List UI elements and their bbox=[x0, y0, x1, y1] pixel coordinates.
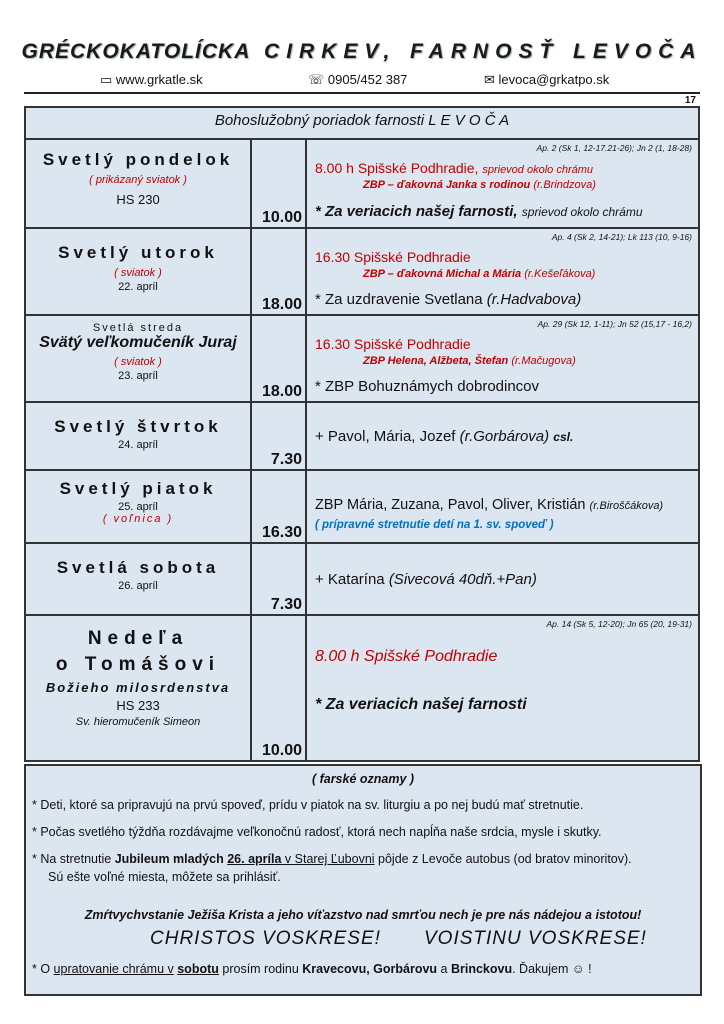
service-intention: * ZBP Bohuznámych dobrodincov bbox=[315, 378, 540, 395]
service-time: 7.30 bbox=[251, 543, 306, 615]
text: * Na stretnutie bbox=[32, 852, 115, 866]
phone-number: 0905/452 387 bbox=[327, 72, 408, 87]
day-cell bbox=[25, 470, 251, 543]
schedule-row bbox=[25, 543, 699, 615]
reading-reference: Ap. 14 (Sk 5, 12-20); Jn 65 (20, 19-31) bbox=[546, 619, 692, 629]
service-intention: * Za veriacich našej farnosti bbox=[315, 696, 527, 713]
day-feast: ( sviatok ) bbox=[114, 267, 162, 279]
parish-announcements bbox=[24, 764, 702, 996]
text: sobotu bbox=[177, 962, 219, 976]
service-note: sprievod okolo chrámu bbox=[482, 164, 594, 176]
text: upratovanie chrámu v bbox=[53, 962, 174, 976]
day-cell bbox=[25, 139, 251, 228]
title-part: CIRKEV, bbox=[264, 40, 397, 63]
phone-contact bbox=[308, 72, 407, 88]
phone-icon: ☏ bbox=[308, 72, 325, 87]
service-family: (r.Hadvabova) bbox=[486, 291, 582, 308]
schedule-row bbox=[25, 470, 699, 543]
service-intention: ZBP – ďakovná Michal a Mária bbox=[363, 268, 522, 280]
schedule-row bbox=[25, 615, 699, 761]
day-cell bbox=[25, 543, 251, 615]
page-number: 17 bbox=[684, 95, 696, 106]
web-contact bbox=[100, 72, 203, 88]
service-line: 8.00 h Spišské Podhradie bbox=[315, 648, 498, 665]
day-name: Nedeľa bbox=[87, 628, 189, 649]
event-name: Jubileum mladých bbox=[114, 852, 224, 866]
service-cell bbox=[306, 615, 699, 761]
day-date: 25. apríl bbox=[118, 501, 158, 513]
service-family: (Sivecová 40dň.+Pan) bbox=[388, 570, 537, 588]
family-names: Kravecovu, Gorbárovu bbox=[302, 962, 438, 976]
voistinu-voskrese: VOISTINU VOSKRESE! bbox=[424, 928, 647, 949]
day-date: 23. apríl bbox=[118, 370, 158, 382]
service-language: csl. bbox=[553, 429, 574, 444]
service-cell bbox=[306, 402, 699, 470]
service-note: ( prípravné stretnutie detí na 1. sv. spoveď ) bbox=[315, 519, 554, 531]
text: pôjde z Levoče autobus (od bratov minoritov). bbox=[374, 852, 632, 866]
day-date: 26. apríl bbox=[118, 580, 158, 592]
service-note: sprievod okolo chrámu bbox=[521, 205, 643, 219]
event-date: 26. apríla bbox=[227, 852, 282, 866]
day-cell bbox=[25, 402, 251, 470]
event-place: v Starej Ľubovni bbox=[281, 852, 375, 866]
title-part: GRÉCKOKATOLÍCKA bbox=[21, 40, 251, 63]
service-cell bbox=[306, 470, 699, 543]
service-intention: ZBP Mária, Zuzana, Pavol, Oliver, Kristián bbox=[315, 497, 586, 513]
service-intention: + Pavol, Mária, Jozef bbox=[315, 427, 456, 445]
day-name: Svetlá streda bbox=[92, 322, 184, 334]
service-intention: * Za uzdravenie Svetlana bbox=[315, 291, 483, 308]
computer-icon: ▭ bbox=[100, 72, 113, 87]
service-cell bbox=[306, 228, 699, 315]
service-family: (r.Brindzova) bbox=[533, 179, 596, 191]
service-intention: * Za veriacich našej farnosti, bbox=[315, 203, 518, 220]
title-part: LEVOČA bbox=[573, 40, 703, 63]
service-time: 18.00 bbox=[251, 228, 306, 315]
text: prosím rodinu bbox=[218, 962, 303, 976]
text: * O bbox=[32, 962, 54, 976]
schedule-row bbox=[25, 402, 699, 470]
schedule-table bbox=[24, 106, 700, 762]
reading-reference: Ap. 29 (Sk 12, 1-11); Jn 52 (15,17 - 16,2) bbox=[537, 319, 692, 329]
parish-title bbox=[0, 40, 724, 64]
day-feast: ( voľnica ) bbox=[102, 513, 174, 525]
announcement-item-cont: Sú ešte voľné miesta, môžete sa prihlásiť. bbox=[48, 870, 281, 884]
day-feast: ( prikázaný sviatok ) bbox=[89, 174, 187, 186]
service-family: (r.Biroščákova) bbox=[589, 500, 664, 512]
day-name: Svetlý pondelok bbox=[42, 150, 234, 169]
service-family: (r.Kešeľákova) bbox=[524, 268, 596, 280]
day-name: Svetlý utorok bbox=[58, 243, 218, 262]
reading-reference: Ap. 4 (Sk 2, 14-21); Lk 113 (10, 9-16) bbox=[551, 232, 692, 242]
schedule-row bbox=[25, 228, 699, 315]
schedule-row bbox=[25, 139, 699, 228]
day-cell bbox=[25, 615, 251, 761]
announcement-item: * Deti, ktoré sa pripravujú na prvú spoveď, prídu v piatok na sv. liturgiu a po nej budú mať stretnutie. bbox=[32, 798, 584, 812]
day-cell bbox=[25, 228, 251, 315]
announcement-item: * Počas svetlého týždňa rozdávajme veľkonočnú radosť, ktorá nech napĺňa naše srdcia, mysle i skutky. bbox=[32, 825, 602, 839]
day-name: Svetlý piatok bbox=[59, 479, 217, 498]
day-date: 24. apríl bbox=[118, 439, 158, 451]
day-name-2: o Tomášovi bbox=[55, 654, 221, 675]
service-cell bbox=[306, 543, 699, 615]
header-divider bbox=[24, 92, 700, 94]
service-intention: ZBP Helena, Alžbeta, Štefan bbox=[363, 355, 509, 367]
day-feast: Božieho milosrdenstva bbox=[45, 680, 231, 695]
day-note: HS 230 bbox=[116, 192, 160, 207]
service-time: 10.00 bbox=[251, 615, 306, 761]
day-name: Svetlý štvrtok bbox=[54, 417, 222, 436]
email-contact bbox=[484, 72, 609, 88]
service-intention: ZBP – ďakovná Janka s rodinou bbox=[363, 179, 531, 191]
service-time: 18.00 bbox=[251, 315, 306, 402]
service-cell bbox=[306, 139, 699, 228]
service-line: 16.30 Spišské Podhradie bbox=[315, 249, 471, 265]
reading-reference: Ap. 2 (Sk 1, 12-17.21-26); Jn 2 (1, 18-28) bbox=[536, 143, 692, 153]
day-saint: Sv. hieromučeník Simeon bbox=[75, 716, 201, 728]
service-family: (r.Mačugova) bbox=[511, 355, 576, 367]
day-saint: Svätý veľkomučeník Juraj bbox=[39, 334, 237, 351]
mail-icon: ✉ bbox=[484, 72, 495, 87]
service-family: (r.Gorbárova) bbox=[459, 427, 550, 445]
day-note: HS 233 bbox=[116, 698, 160, 713]
day-feast: ( sviatok ) bbox=[114, 356, 162, 368]
service-time: 10.00 bbox=[251, 139, 306, 228]
service-time: 7.30 bbox=[251, 402, 306, 470]
service-line: 16.30 Spišské Podhradie bbox=[315, 336, 471, 352]
christos-voskrese: CHRISTOS VOSKRESE! bbox=[150, 928, 381, 949]
easter-greeting: Zmŕtvychvstanie Ježiša Krista a jeho víťazstvo nad smrťou nech je pre nás nádejou a istotou! bbox=[84, 908, 642, 922]
website-link[interactable]: www.grkatle.sk bbox=[115, 72, 203, 87]
text: . Ďakujem ☺ ! bbox=[512, 962, 592, 976]
schedule-heading: Bohoslužobný poriadok farnosti L E V O Č A bbox=[25, 107, 699, 139]
day-name: Svetlá sobota bbox=[56, 558, 220, 577]
text: a bbox=[437, 962, 451, 976]
title-part: FARNOSŤ bbox=[409, 40, 560, 63]
day-cell bbox=[25, 315, 251, 402]
announcement-item bbox=[32, 962, 592, 976]
email-link[interactable]: levoca@grkatpo.sk bbox=[498, 72, 610, 87]
schedule-row bbox=[25, 315, 699, 402]
day-date: 22. apríl bbox=[118, 281, 158, 293]
service-line: 8.00 h Spišské Podhradie, bbox=[315, 160, 479, 176]
service-intention: + Katarína bbox=[315, 570, 385, 588]
service-time: 16.30 bbox=[251, 470, 306, 543]
announcements-heading: ( farské oznamy ) bbox=[311, 772, 415, 786]
announcement-item bbox=[32, 852, 632, 866]
family-names: Brinckovu bbox=[450, 962, 513, 976]
service-cell bbox=[306, 315, 699, 402]
